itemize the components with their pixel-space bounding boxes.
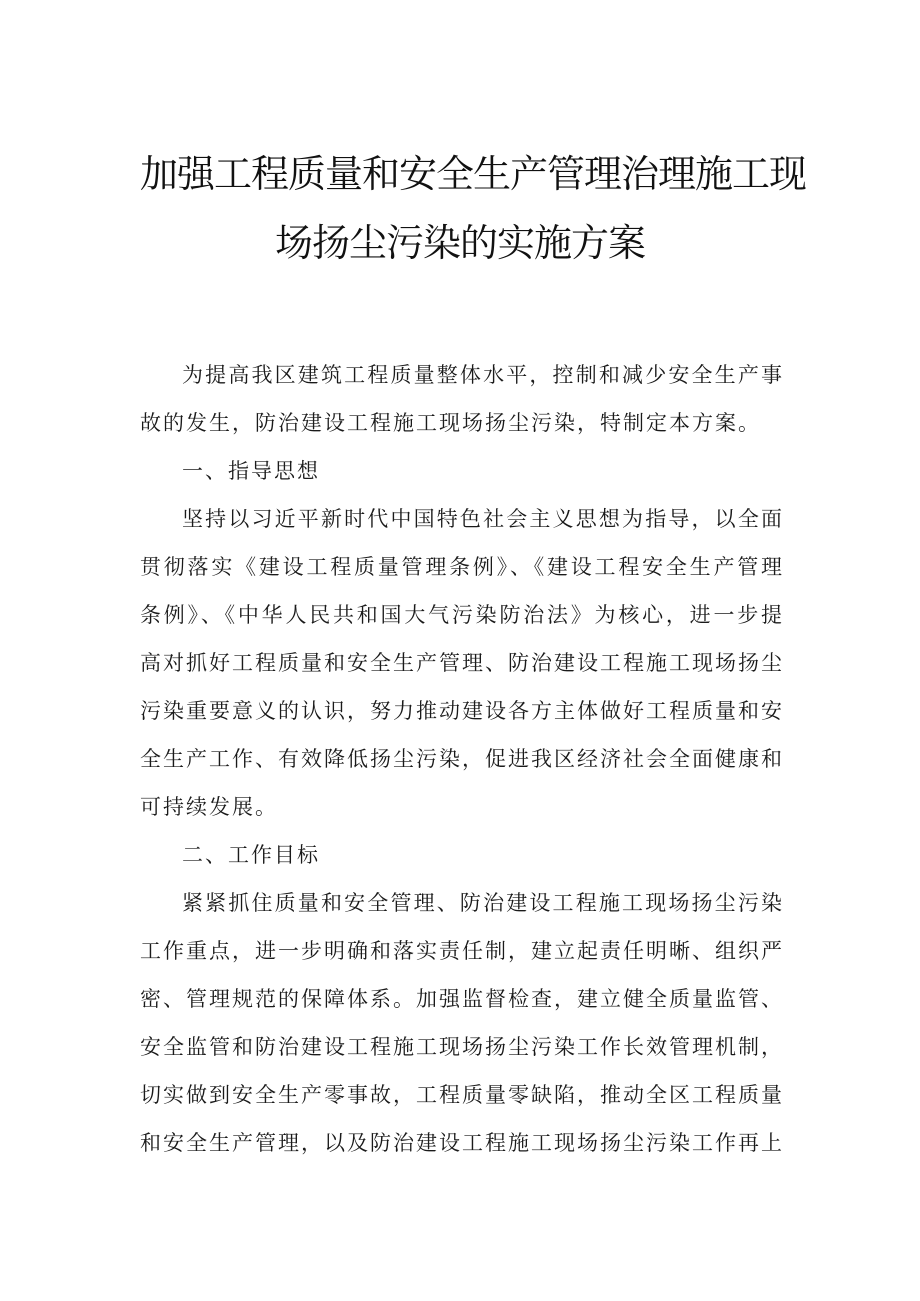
document-title-line-1: 加强工程质量和安全生产管理治理施工现 (140, 152, 807, 196)
document-title-line-2: 场扬尘污染的实施方案 (274, 221, 645, 265)
section-paragraph-work-goals: 紧紧抓住质量和安全管理、防治建设工程施工现场扬尘污染工作重点，进一步明确和落实责任制，建立起责任明晰、组织严密、管理规范的保障体系。加强监督检查，建立健全质量监管、安全监管和防治建设工程施工现场扬尘污染工作长效管理机制，切实做到安全生产零事故，工程质量零缺陷，推动全区工程质量和安全生产管理，以及防治建设工程施工现场扬尘污染工作再上 (140, 891, 784, 1155)
section-paragraph-guiding-ideology: 坚持以习近平新时代中国特色社会主义思想为指导，以全面贯彻落实《建设工程质量管理条例》、《建设工程安全生产管理条例》、《中华人民共和国大气污染防治法》为核心，进一步提高对抓好工程质量和安全生产管理、防治建设工程施工现场扬尘污染重要意义的认识，努力推动建设各方主体做好工程质量和安全生产工作、有效降低扬尘污染，促进我区经济社会全面健康和可持续发展。 (140, 507, 784, 819)
section-heading-guiding-ideology: 一、指导思想 (182, 459, 320, 483)
intro-paragraph: 为提高我区建筑工程质量整体水平，控制和减少安全生产事故的发生，防治建设工程施工现场扬尘污染，特制定本方案。 (140, 363, 784, 435)
document-body (140, 351, 784, 1167)
section-heading-work-goals: 二、工作目标 (182, 843, 320, 867)
